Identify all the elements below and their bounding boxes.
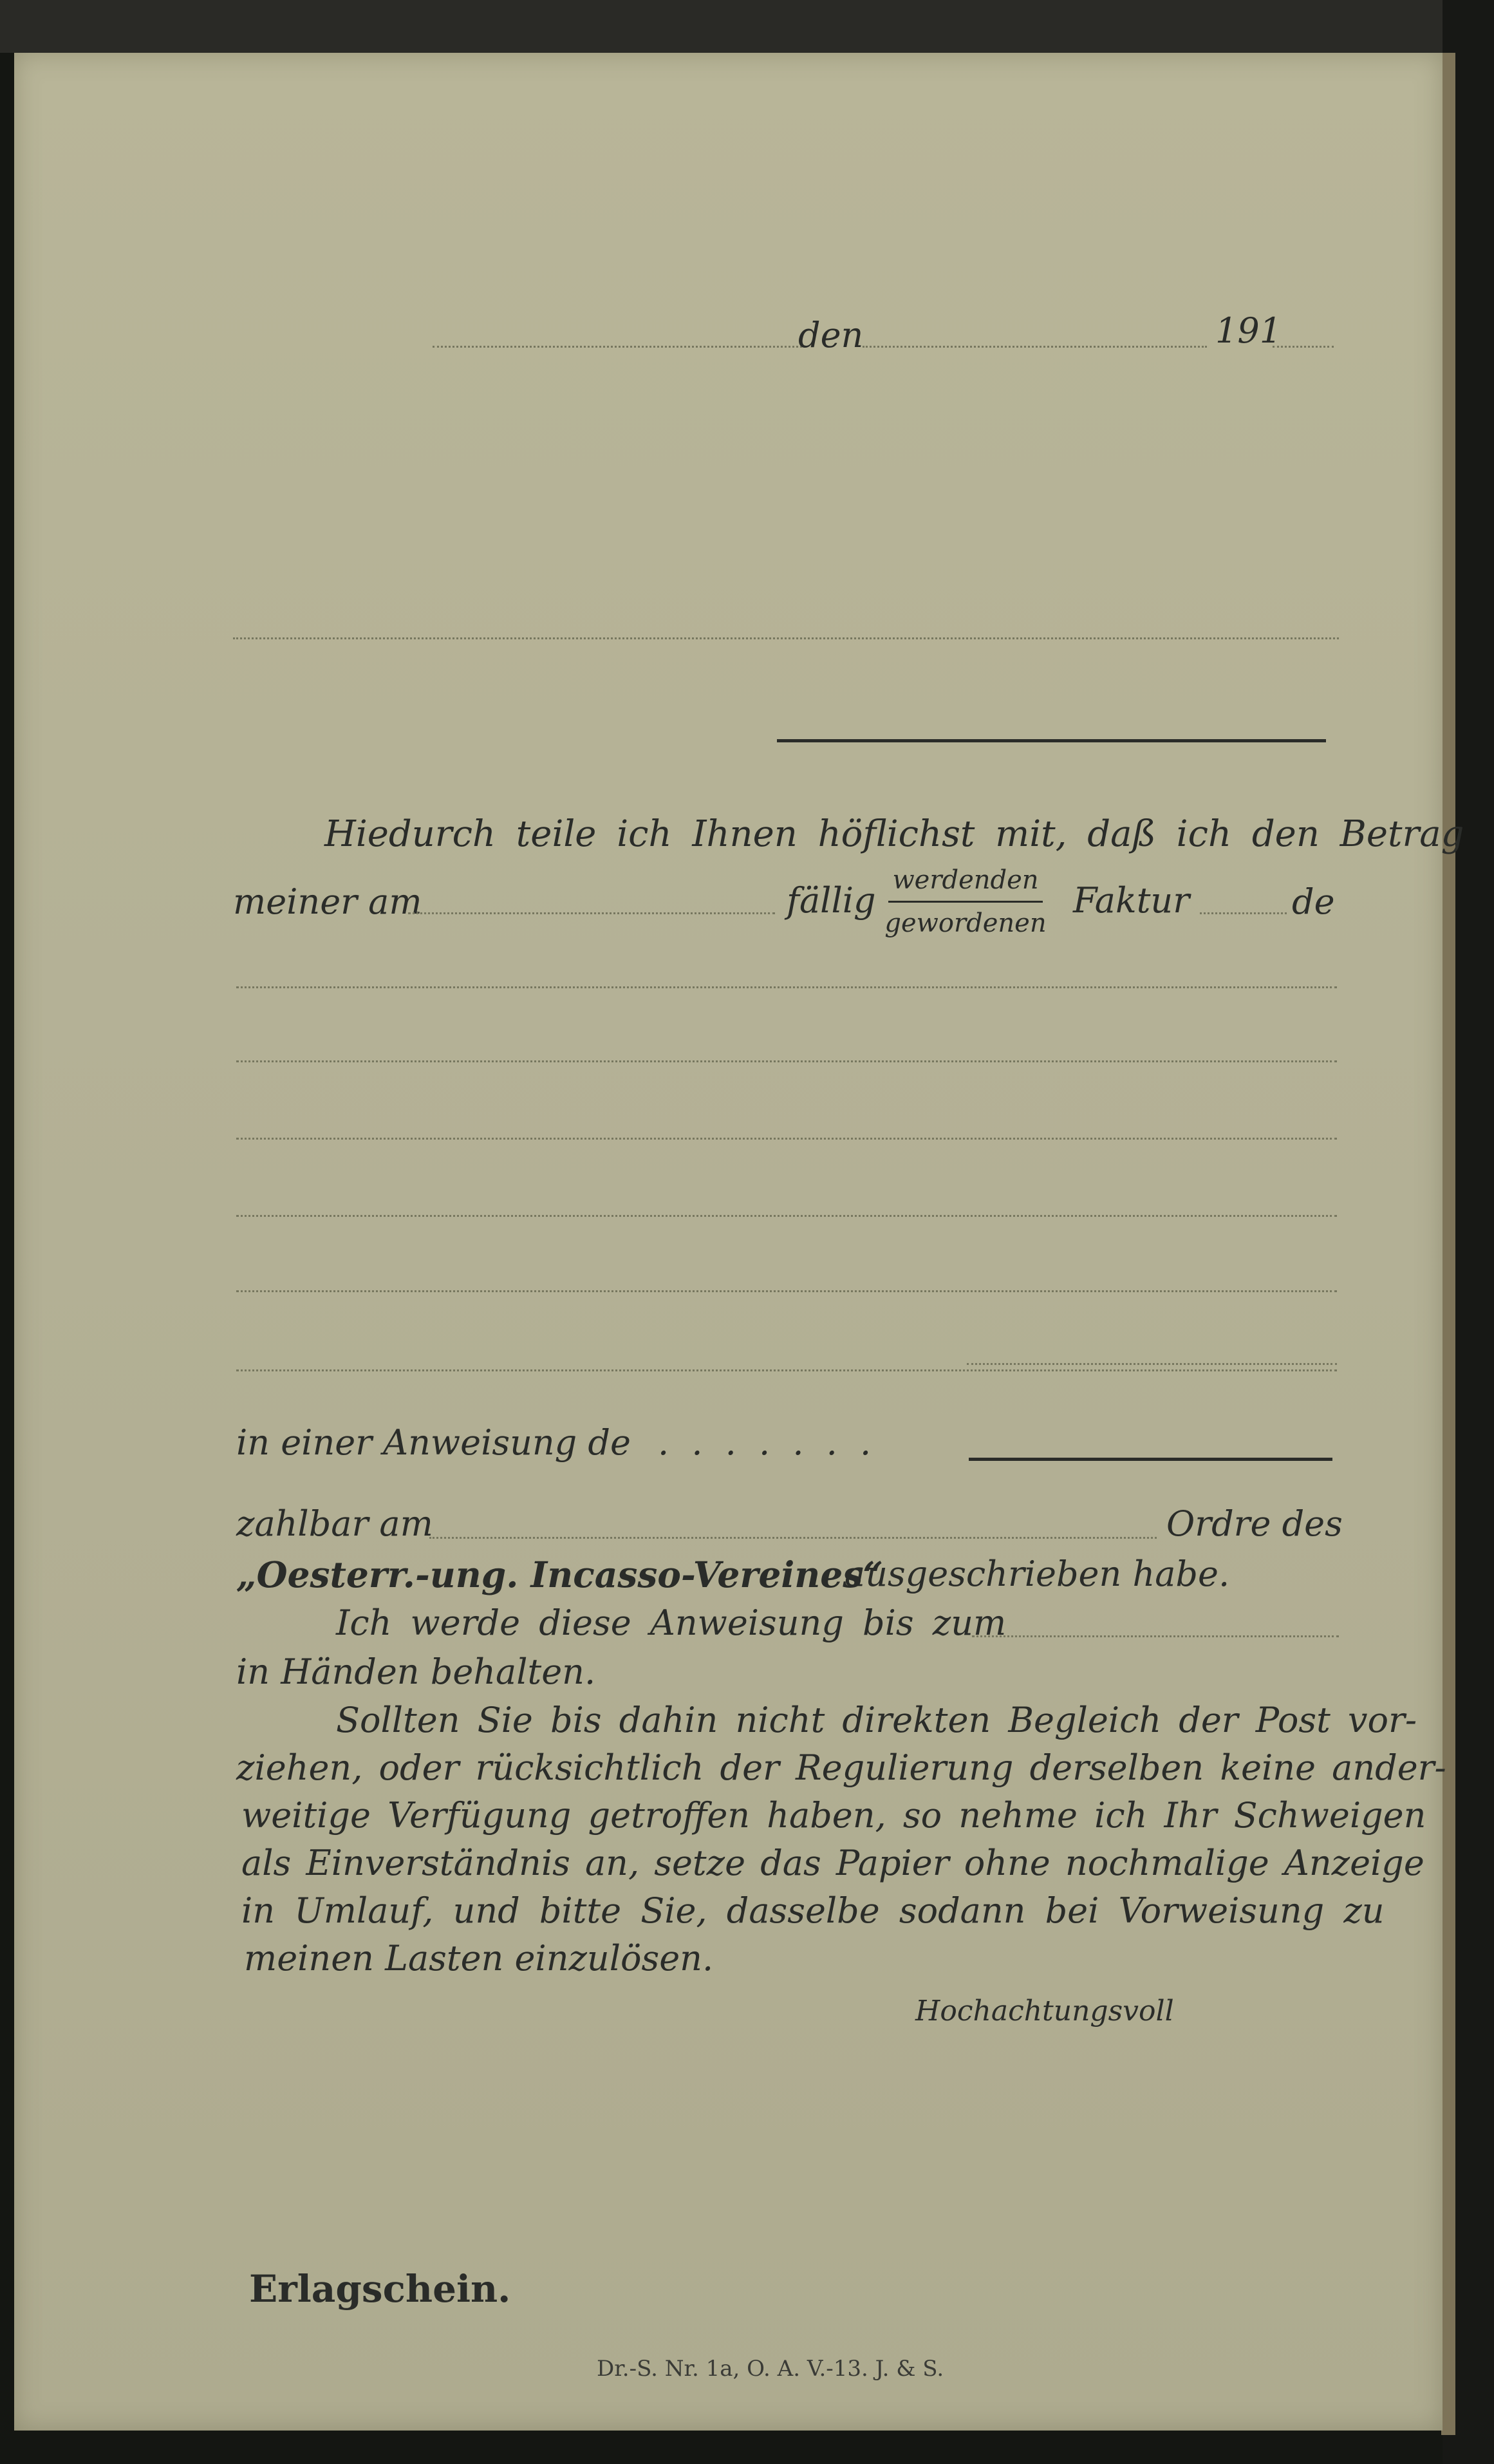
amount-line-1[interactable] xyxy=(236,986,1337,988)
print-code: Dr.-S. Nr. 1a, O. A. V.-13. J. & S. xyxy=(597,2356,944,2382)
para-line-1: Sollten Sie bis dahin nicht direkten Begleich der Post vor- xyxy=(336,1700,1417,1740)
amount-line-5[interactable] xyxy=(236,1290,1337,1292)
hold-until-field[interactable] xyxy=(972,1635,1339,1637)
recipient-line[interactable] xyxy=(233,637,1339,639)
faellig: fällig xyxy=(787,880,876,921)
de-1: de xyxy=(1292,881,1335,922)
anweisung-label: in einer Anweisung de xyxy=(236,1422,631,1463)
scan-border-top xyxy=(0,0,1494,53)
para-line-6: meinen Lasten einzulösen. xyxy=(244,1938,714,1979)
amount-line-3[interactable] xyxy=(236,1138,1337,1140)
paper-edge xyxy=(1441,53,1455,2435)
invoice-number-field[interactable] xyxy=(1200,912,1287,914)
closing: Hochachtungsvoll xyxy=(915,1995,1174,2027)
anweisung-dots: . . . . . . . xyxy=(658,1422,872,1463)
den-label: den xyxy=(798,315,864,355)
frac-top: werdenden xyxy=(892,865,1039,895)
place-field[interactable] xyxy=(433,346,806,348)
verein-name: „Oesterr.-ung. Incasso-Vereines“ xyxy=(236,1554,883,1595)
faktur: Faktur xyxy=(1073,880,1190,921)
amount-line-4[interactable] xyxy=(236,1215,1337,1217)
amount-line-2[interactable] xyxy=(236,1060,1337,1062)
recipient-underline[interactable] xyxy=(777,739,1326,742)
para-line-5: in Umlauf, und bitte Sie, dasselbe sodann bei Vorweisung zu xyxy=(241,1890,1385,1931)
amount-line-6[interactable] xyxy=(236,1369,1337,1371)
erlagschein-title: Erlagschein. xyxy=(249,2267,511,2311)
behalten-line-2: in Händen behalten. xyxy=(236,1651,596,1692)
zahlbar-am: zahlbar am xyxy=(236,1503,433,1544)
invoice-date-field[interactable] xyxy=(408,912,775,914)
amount-line-6b xyxy=(967,1363,1337,1365)
para-line-3: weitige Verfügung getroffen haben, so nehme ich Ihr Schweigen xyxy=(241,1795,1426,1836)
payable-date-field[interactable] xyxy=(429,1537,1157,1539)
frac-bottom: gewordenen xyxy=(884,908,1047,938)
fraction-werdenden-gewordenen xyxy=(882,867,1049,936)
year-field[interactable] xyxy=(1273,346,1334,348)
para-line-4: als Einverständnis an, setze das Papier ohne nochmalige Anzeige xyxy=(241,1843,1424,1883)
behalten-line-1: Ich werde diese Anweisung bis zum xyxy=(336,1603,1007,1643)
para-line-2: ziehen, oder rücksichtlich der Regulierung derselben keine ander- xyxy=(236,1747,1446,1788)
ordre-des: Ordre des xyxy=(1166,1503,1343,1544)
intro-line: Hiedurch teile ich Ihnen höflichst mit, daß ich den Betrag xyxy=(324,813,1464,855)
ausgeschrieben: ausgeschrieben habe. xyxy=(845,1554,1230,1594)
anweisung-field[interactable] xyxy=(969,1458,1332,1461)
frac-bar xyxy=(888,901,1043,903)
date-field[interactable] xyxy=(863,346,1207,348)
form-page xyxy=(14,53,1464,2431)
year-prefix: 191 xyxy=(1215,310,1282,351)
meiner-am: meiner am xyxy=(233,881,422,922)
